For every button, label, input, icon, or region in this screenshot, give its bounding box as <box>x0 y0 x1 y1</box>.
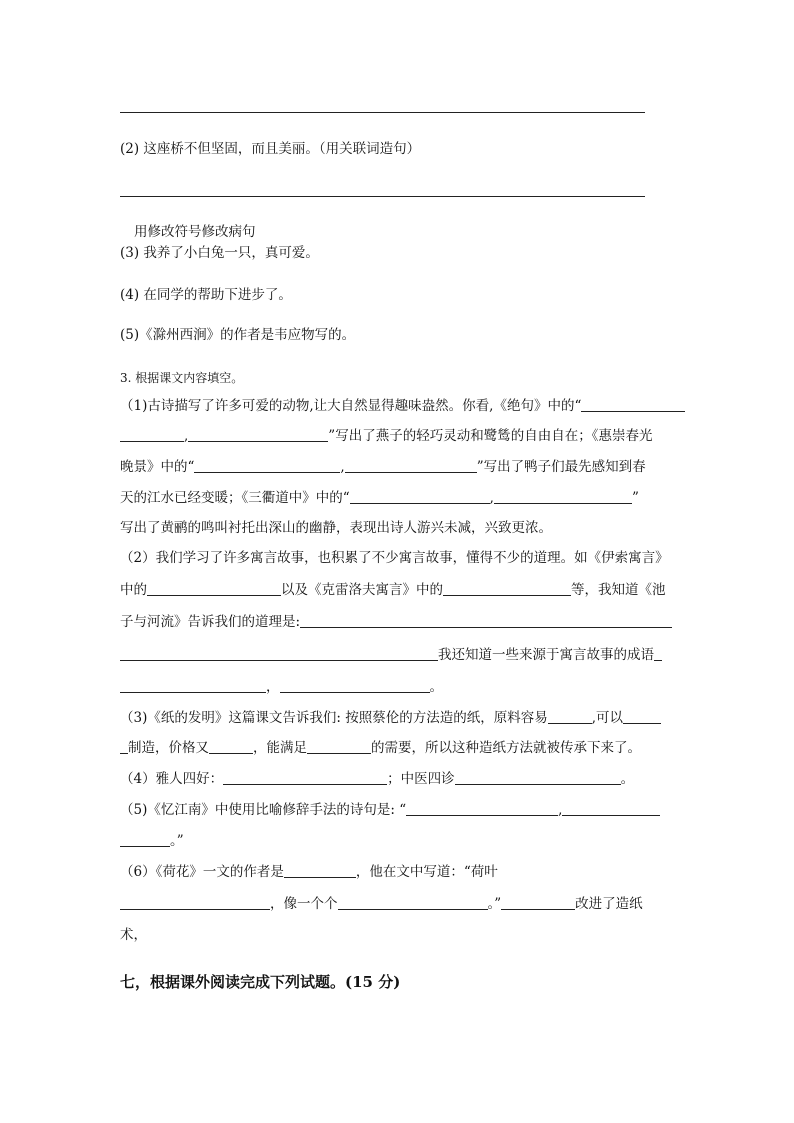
section-7-heading: 七，根据课外阅读完成下列试题。(15 分) <box>120 973 401 991</box>
item1-text: 晚景》中的“ <box>120 459 195 475</box>
item2-text: 。 <box>429 679 443 695</box>
item3-text: 的需要，所以这种造纸方法就被传承下来了。 <box>371 740 641 756</box>
item1-text: , <box>184 428 189 444</box>
item2-text: ， <box>266 679 280 695</box>
blank[interactable] <box>307 739 371 754</box>
item2-text: 等，我知道《池 <box>571 582 666 598</box>
section-hint: 用修改符号修改病句 <box>134 224 256 240</box>
blank[interactable] <box>280 678 430 693</box>
item5-text: , <box>558 802 563 818</box>
question-2: (2) 这座桥不但坚固，而且美丽。（用关联词造句） <box>120 141 421 157</box>
blank[interactable] <box>455 770 621 785</box>
item6-text: 。” <box>487 896 502 912</box>
answer-line-q2[interactable] <box>120 196 645 197</box>
item2-line4 <box>120 645 662 665</box>
item1-text: ”写出了燕子的轻巧灵动和鹭鸶的自由自在；《惠崇春光 <box>328 428 653 444</box>
item1-text: ” <box>631 490 639 506</box>
blank[interactable] <box>223 770 387 785</box>
blank[interactable] <box>147 581 281 596</box>
blank[interactable] <box>300 613 672 628</box>
item3-text: （3)《纸的发明》这篇课文告诉我们: 按照蔡伦的方法造的纸，原料容易 <box>120 710 548 726</box>
item6-text: ，他在文中写道：“荷叶 <box>355 864 498 880</box>
answer-line-q1[interactable] <box>120 112 645 113</box>
blank[interactable] <box>120 832 170 847</box>
item5-text: 。” <box>170 833 184 849</box>
item4-line <box>120 769 634 789</box>
item5-line2 <box>120 831 184 851</box>
item5-text: （5)《忆江南》中使用比喻修辞手法的诗句是: “ <box>120 802 407 818</box>
blank[interactable] <box>494 489 632 504</box>
item3-text: ,可以 <box>591 710 623 726</box>
item1-line4 <box>120 488 639 508</box>
item6-line3: 术， <box>120 927 147 943</box>
question-4: (4) 在同学的帮助下进步了。 <box>120 287 292 303</box>
item4-text: 。 <box>620 771 635 787</box>
blank[interactable] <box>188 427 328 442</box>
blank[interactable] <box>501 895 575 910</box>
blank[interactable] <box>654 646 662 661</box>
item3-text: 制造，价格又 <box>128 740 209 756</box>
blank[interactable] <box>350 489 490 504</box>
item5-line1 <box>120 800 660 820</box>
item1-line2 <box>120 426 652 446</box>
blank[interactable] <box>581 397 685 412</box>
item1-text: , <box>489 490 494 506</box>
part3-heading: 3. 根据课文内容填空。 <box>120 371 244 385</box>
blank[interactable] <box>120 739 128 754</box>
question-5: (5)《滁州西涧》的作者是韦应物写的。 <box>120 327 356 343</box>
blank[interactable] <box>120 646 438 661</box>
blank[interactable] <box>345 458 477 473</box>
blank[interactable] <box>562 801 660 816</box>
item1-line1 <box>120 396 685 416</box>
item1-text: （1)古诗描写了许多可爱的动物,让大自然显得趣味盎然。你看,《绝句》中的“ <box>120 398 582 414</box>
question-3: (3) 我养了小白兔一只，真可爱。 <box>120 245 319 261</box>
blank[interactable] <box>120 895 270 910</box>
item1-line5: 写出了黄鹂的鸣叫衬托出深山的幽静，表现出诗人游兴未减，兴致更浓。 <box>120 520 552 536</box>
blank[interactable] <box>443 581 571 596</box>
item6-line1 <box>120 862 498 882</box>
blank[interactable] <box>194 458 340 473</box>
item1-text: ”写出了鸭子们最先感知到春 <box>476 459 646 475</box>
item2-text: 我还知道一些来源于寓言故事的成语 <box>438 647 654 663</box>
blank[interactable] <box>623 709 661 724</box>
item1-text: 天的江水已经变暖；《三衢道中》中的“ <box>120 490 350 506</box>
blank[interactable] <box>284 863 356 878</box>
item4-text: （4）雅人四好： <box>120 771 224 787</box>
blank[interactable] <box>406 801 558 816</box>
item2-text: 子与河流》告诉我们的道理是: <box>120 614 301 630</box>
blank[interactable] <box>548 709 592 724</box>
item1-line3 <box>120 457 646 477</box>
item3-text: ，能满足 <box>253 740 307 756</box>
item3-line1 <box>120 708 661 728</box>
item2-line1: （2）我们学习了许多寓言故事，也积累了不少寓言故事，懂得不少的道理。如《伊索寓言》 <box>120 550 669 566</box>
item6-line2 <box>120 894 643 914</box>
item4-text: ；中医四诊 <box>387 771 455 787</box>
blank[interactable] <box>338 895 488 910</box>
item2-line5 <box>120 677 443 697</box>
item6-text: ，像一个个 <box>270 896 338 912</box>
blank[interactable] <box>120 678 266 693</box>
blank[interactable] <box>120 427 184 442</box>
item2-text: 中的 <box>120 582 147 598</box>
item2-line2 <box>120 580 666 600</box>
item6-text: （6）《荷花》一文的作者是 <box>120 864 284 880</box>
item6-text: 改进了造纸 <box>575 896 643 912</box>
item2-text: 以及《克雷洛夫寓言》中的 <box>281 582 443 598</box>
blank[interactable] <box>209 739 253 754</box>
item2-line3 <box>120 612 672 632</box>
item1-text: , <box>340 459 345 475</box>
item3-line2 <box>120 738 641 758</box>
